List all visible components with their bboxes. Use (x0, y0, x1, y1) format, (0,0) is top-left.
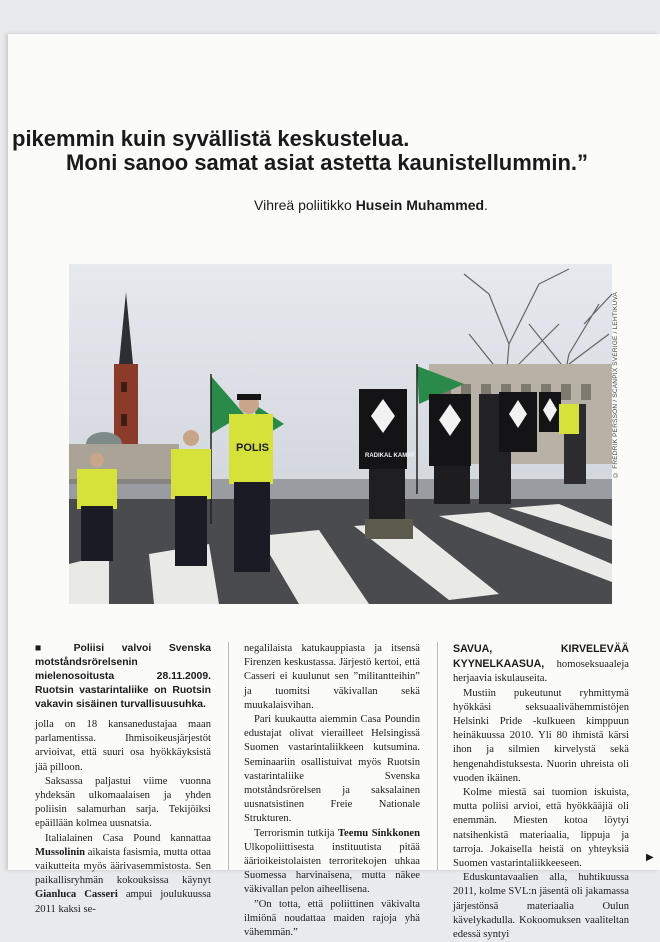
pull-quote-line-2: Moni sanoo samat asiat astetta kaunistellummin.” (66, 150, 589, 175)
column-divider (437, 642, 438, 870)
quote-attribution (254, 197, 488, 213)
text: Terrorismin tutkija (254, 827, 338, 839)
vest-label: POLIS (236, 442, 270, 454)
person-name: Gianluca Casseri (35, 889, 118, 901)
paragraph: Pari kuukautta aiemmin Casa Poundin edustajat olivat vierailleet Helsingissä Suomen vastarintaliikkeen kutsumina. Seminaariin osallistuivat myös Ruotsin vastarintaliike Svenska motståndsrörelsen ja saksalainen uusnatsistinen Freie Nationale Strukturen. (244, 714, 420, 825)
paragraph (244, 827, 420, 898)
person-name: Teemu Sinkkonen (337, 827, 420, 839)
paragraph: jolla on 18 kansanedustajaa maan parlamentissa. Ihmisoikeusjärjestöt arvioivat, että suuri osa hyökkäyksistä jää pilloon. (35, 719, 211, 773)
paragraph (453, 642, 629, 687)
paragraph: Eduskuntavaalien alla, huhtikuussa 2011, kolme SVL:n jäsentä oli jakamassa järjestönsä materiaalia Oulun kävelykadulla. Kokoomuksen vaaliteltan edessä syntyi (453, 872, 629, 941)
attribution-prefix: Vihreä poliitikko (254, 197, 356, 213)
paragraph: Saksassa paljastui viime vuonna yhdeksän ulkomaalaisen ja yhden poliisin salamurhan sarja. Tekijöiksi epäillään kolmea uusnatsia. (35, 775, 211, 830)
shield-label: RADIKAL KAMPF (365, 453, 415, 459)
photo-credit: © FREDRIK PERSSON / SCANPIX SVERIGE / LEHTIKUVA (612, 291, 619, 478)
person-name: Mussolinin (35, 846, 86, 858)
paragraph: ”On totta, että poliittinen väkivalta ilmiönä noudattaa maiden rajoja yhä vähemmän.” (244, 898, 420, 939)
text: Ulkopoliittisesta instituutista pitää äärioikeistolaisten terroritekojen uhkaa Suomessa harvinaisena, mutta näkee väkivallan pelon aiheellisena. (244, 841, 420, 896)
section-lead: SAVUA, KIRVELEVÄÄ KYYNELKAASUA, (453, 643, 629, 671)
attribution-suffix: . (484, 197, 488, 213)
text: homoseksuaaleja herjaavia iskulauseita. (453, 659, 629, 685)
article-column-2 (244, 642, 420, 940)
photo-illustration (69, 264, 612, 604)
text: ampui joulukuussa 2011 kaksi se- (35, 889, 211, 915)
article-column-1 (35, 642, 211, 917)
text: aikaista fasismia, mutta ottaa vaikutteita myös äärivasemmistosta. Sen paikallisryhmän kokouksissa käynyt (35, 846, 211, 887)
paragraph (35, 832, 211, 917)
paragraph: Kolme miestä sai tuomion iskuista, mutta poliisi arvioi, että hyökkääjiä oli enemmän. Miesten kotoa löytyi natsihenkistä materiaalia, lippuja ja tarroja. Jokaisella heistä on yhteyksiä Suomen vastarintaliikkeeseen. (453, 787, 629, 870)
continue-arrow-icon: ▶ (646, 852, 654, 863)
article-column-3 (453, 642, 629, 942)
pull-quote-line-1: pikemmin kuin syvällistä keskustelua. (12, 126, 410, 151)
column-divider (228, 642, 229, 870)
paragraph: Mustiin pukeutunut ryhmittymä hyökkäsi seksuaalivähemmistöjen Helsinki Pride -kulkueen kimppuun heinäkuussa 2010. Yli 80 ihmistä kärsi ihon ja silmien kirvelystä sekä hengenahdistuksesta. Nuorin uhreista oli vuoden ikäinen. (453, 687, 629, 784)
attribution-name: Husein Muhammed (355, 197, 485, 213)
paragraph: negalilaista katukauppiasta ja itsensä Firenzen keskustassa. Järjestö kertoi, että Casseri ei kuulunut sen ”militantteihin” ja tuomitsi väkivallan sekä muukalaisvihan. (244, 643, 420, 711)
news-photo (69, 264, 612, 604)
photo-caption: ■ Poliisi valvoi Svenska motståndsrörelsenin mielenosoitusta 28.11.2009. Ruotsin vastarintaliike on Ruotsin vakavin sisäinen turvallisuusuhka. (35, 643, 211, 710)
text: Italialainen Casa Pound kannattaa (45, 832, 211, 844)
